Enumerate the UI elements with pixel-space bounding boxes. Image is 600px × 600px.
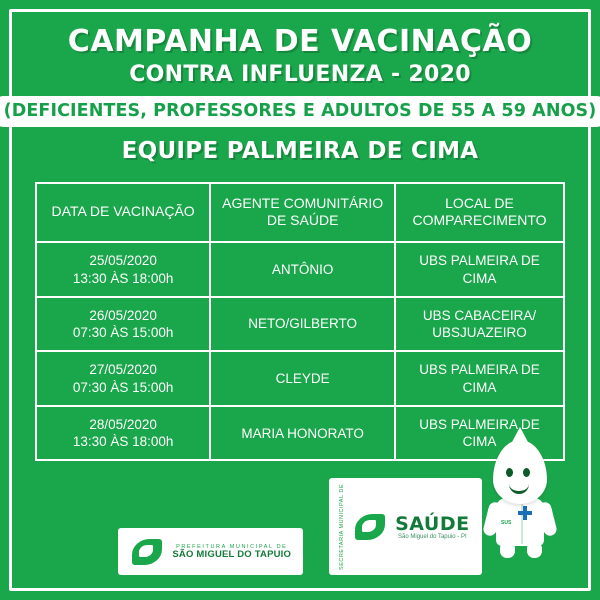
table-row <box>36 242 564 297</box>
cell-local-line2: UBSJUAZEIRO <box>432 325 527 341</box>
city-leaf-icon <box>130 535 164 569</box>
table-row <box>36 351 564 406</box>
column-header-agent <box>210 183 395 243</box>
cell-date-line2: 13:30 ÀS 18:00h <box>72 270 174 286</box>
cell-local-line2: CIMA <box>462 434 497 450</box>
cell-local-line1: UBS CABACEIRA/ <box>422 307 537 323</box>
cell-date-line1: 25/05/2020 <box>89 253 157 269</box>
cell-date-line2: 07:30 ÀS 15:00h <box>72 379 174 395</box>
mascot-left-eye <box>506 468 513 477</box>
cell-date <box>36 351 210 406</box>
health-logo-title: SAÚDE <box>395 512 470 535</box>
column-header-local-line1: LOCAL DE <box>445 194 514 211</box>
health-leaf-icon <box>353 510 387 544</box>
title-block <box>0 0 600 87</box>
team-name: EQUIPE PALMEIRA DE CIMA <box>121 137 479 164</box>
column-header-local-line2: COMPARECIMENTO <box>412 212 547 229</box>
mascot-badge-text: SUS <box>501 520 512 526</box>
cell-date-line1: 26/05/2020 <box>89 307 157 323</box>
cell-local-line2: CIMA <box>462 379 497 395</box>
table-row <box>36 297 564 352</box>
city-hall-logo <box>118 528 303 575</box>
cell-agent: MARIA HONORATO <box>210 406 395 461</box>
cell-local <box>395 297 564 352</box>
health-department-logo <box>329 478 481 575</box>
cell-agent: NETO/GILBERTO <box>210 297 395 352</box>
cell-local-line1: UBS PALMEIRA DE <box>419 416 540 432</box>
audience-banner-wrapper <box>0 96 600 127</box>
table-header <box>36 183 564 243</box>
cell-local-line1: UBS PALMEIRA DE <box>419 362 540 378</box>
page-title: CAMPANHA DE VACINAÇÃO <box>67 24 533 59</box>
schedule-table <box>35 182 565 462</box>
city-logo-line1: PREFEITURA MUNICIPAL DE <box>176 543 288 550</box>
audience-banner: (DEFICIENTES, PROFESSORES E ADULTOS DE 55 A 59 ANOS) <box>0 96 600 127</box>
cell-local-line2: CIMA <box>462 270 497 286</box>
page-subtitle: CONTRA INFLUENZA - 2020 <box>129 61 471 87</box>
mascot-right-eye <box>523 468 530 477</box>
cell-date-line2: 07:30 ÀS 15:00h <box>72 325 174 341</box>
cell-agent: ANTÔNIO <box>210 242 395 297</box>
city-logo-line2: SÃO MIGUEL DO TAPUIO <box>172 548 292 560</box>
cell-date <box>36 297 210 352</box>
health-logo-vertical-label: SECRETARIA MUNICIPAL DE <box>339 484 346 570</box>
table-body <box>36 242 564 460</box>
cell-date <box>36 406 210 461</box>
city-logo-text <box>172 544 291 560</box>
cell-local <box>395 351 564 406</box>
column-header-agent-line1: AGENTE COMUNITÁRIO <box>222 194 384 211</box>
cell-date-line2: 13:30 ÀS 18:00h <box>72 434 174 450</box>
cell-date <box>36 242 210 297</box>
column-header-agent-line2: DE SAÚDE <box>266 212 339 229</box>
cell-date-line1: 27/05/2020 <box>89 362 157 378</box>
health-logo-subtitle: São Miguel do Tapuio - PI <box>398 533 467 540</box>
cell-local-line1: UBS PALMEIRA DE <box>419 253 540 269</box>
logo-bar <box>0 478 600 575</box>
cell-agent: CLEYDE <box>210 351 395 406</box>
cell-local <box>395 242 564 297</box>
column-header-date <box>36 183 210 243</box>
cell-date-line1: 28/05/2020 <box>89 416 157 432</box>
health-logo-text <box>395 512 470 540</box>
table-header-row <box>36 183 564 243</box>
column-header-local <box>395 183 564 243</box>
schedule-table-wrapper <box>35 182 565 462</box>
column-header-date-line1: DATA DE VACINAÇÃO <box>51 203 195 220</box>
